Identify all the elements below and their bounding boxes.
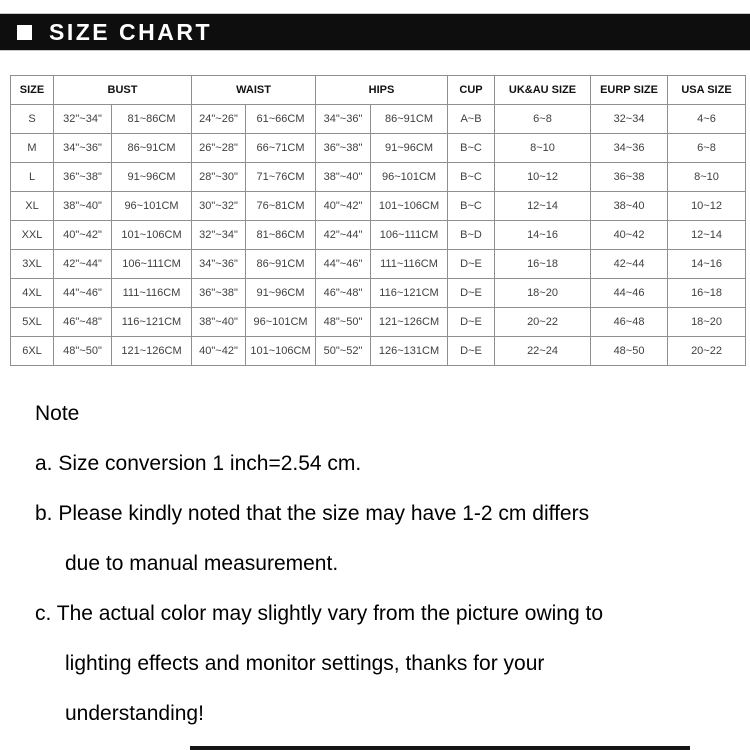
size-label-cell: XXL	[11, 221, 54, 250]
page-title: SIZE CHART	[49, 18, 212, 45]
table-cell: 81~86CM	[112, 105, 192, 134]
table-cell: 71~76CM	[246, 163, 316, 192]
size-label-cell: 3XL	[11, 250, 54, 279]
table-cell: 38"~40"	[54, 192, 112, 221]
table-cell: 24"~26"	[192, 105, 246, 134]
table-cell: 6~8	[495, 105, 591, 134]
table-cell: 12~14	[668, 221, 746, 250]
table-cell: 91~96CM	[371, 134, 448, 163]
table-cell: 38"~40"	[192, 308, 246, 337]
table-cell: B~C	[448, 192, 495, 221]
next-section-bar-partial	[190, 746, 690, 750]
table-row	[11, 134, 746, 163]
table-cell: D~E	[448, 279, 495, 308]
note-line: due to manual measurement.	[65, 552, 339, 575]
size-label-cell: L	[11, 163, 54, 192]
column-header: EURP SIZE	[591, 76, 668, 105]
table-cell: B~C	[448, 163, 495, 192]
table-body	[11, 105, 746, 366]
table-cell: 34"~36"	[316, 105, 371, 134]
note-line: c. The actual color may slightly vary from the picture owing to	[35, 602, 604, 625]
table-header-row	[11, 76, 746, 105]
table-cell: 42"~44"	[54, 250, 112, 279]
table-cell: 34~36	[591, 134, 668, 163]
table-cell: 86~91CM	[371, 105, 448, 134]
table-cell: 86~91CM	[246, 250, 316, 279]
table-cell: 16~18	[668, 279, 746, 308]
column-header: UK&AU SIZE	[495, 76, 591, 105]
table-cell: 32"~34"	[192, 221, 246, 250]
table-row	[11, 337, 746, 366]
table-cell: 10~12	[495, 163, 591, 192]
note-line: understanding!	[65, 702, 204, 725]
table-cell: 101~106CM	[112, 221, 192, 250]
table-cell: 38~40	[591, 192, 668, 221]
square-bullet-icon	[17, 25, 32, 40]
table-cell: 48"~50"	[316, 308, 371, 337]
table-cell: 91~96CM	[112, 163, 192, 192]
table-cell: 101~106CM	[371, 192, 448, 221]
table-cell: 44"~46"	[54, 279, 112, 308]
table-cell: 46"~48"	[54, 308, 112, 337]
column-header: WAIST	[192, 76, 316, 105]
table-cell: 101~106CM	[246, 337, 316, 366]
table-cell: 8~10	[495, 134, 591, 163]
size-chart-table	[10, 75, 746, 366]
note-line: b. Please kindly noted that the size may have 1-2 cm differs	[35, 502, 590, 525]
table-cell: 40~42	[591, 221, 668, 250]
table-cell: 42~44	[591, 250, 668, 279]
table-cell: 96~101CM	[246, 308, 316, 337]
table-cell: 36~38	[591, 163, 668, 192]
table-cell: 106~111CM	[112, 250, 192, 279]
table-cell: 61~66CM	[246, 105, 316, 134]
table-cell: 12~14	[495, 192, 591, 221]
table-cell: 121~126CM	[112, 337, 192, 366]
table-cell: 44~46	[591, 279, 668, 308]
table-cell: 111~116CM	[112, 279, 192, 308]
table-cell: 48"~50"	[54, 337, 112, 366]
table-cell: 86~91CM	[112, 134, 192, 163]
table-cell: 20~22	[495, 308, 591, 337]
column-header: HIPS	[316, 76, 448, 105]
table-cell: 32"~34"	[54, 105, 112, 134]
table-cell: 44"~46"	[316, 250, 371, 279]
table-cell: 26"~28"	[192, 134, 246, 163]
table-cell: 28"~30"	[192, 163, 246, 192]
table-cell: 50"~52"	[316, 337, 371, 366]
table-row	[11, 105, 746, 134]
table-cell: 76~81CM	[246, 192, 316, 221]
table-cell: B~C	[448, 134, 495, 163]
table-cell: D~E	[448, 337, 495, 366]
column-header: SIZE	[11, 76, 54, 105]
table-cell: 8~10	[668, 163, 746, 192]
note-line: a. Size conversion 1 inch=2.54 cm.	[35, 452, 362, 475]
table-cell: 16~18	[495, 250, 591, 279]
size-label-cell: 6XL	[11, 337, 54, 366]
table-cell: B~D	[448, 221, 495, 250]
table-cell: 42"~44"	[316, 221, 371, 250]
table-cell: 18~20	[495, 279, 591, 308]
table-cell: 14~16	[668, 250, 746, 279]
table-cell: D~E	[448, 308, 495, 337]
table-cell: 40"~42"	[316, 192, 371, 221]
table-row	[11, 163, 746, 192]
table-cell: 34"~36"	[192, 250, 246, 279]
size-label-cell: 4XL	[11, 279, 54, 308]
table-cell: 6~8	[668, 134, 746, 163]
table-cell: 46~48	[591, 308, 668, 337]
table-cell: 48~50	[591, 337, 668, 366]
table-cell: A~B	[448, 105, 495, 134]
notes-section	[35, 402, 735, 750]
table-cell: 32~34	[591, 105, 668, 134]
table-cell: 34"~36"	[54, 134, 112, 163]
table-cell: 126~131CM	[371, 337, 448, 366]
table-cell: 10~12	[668, 192, 746, 221]
table-cell: 106~111CM	[371, 221, 448, 250]
table-cell: 30"~32"	[192, 192, 246, 221]
table-cell: 116~121CM	[112, 308, 192, 337]
table-cell: 40"~42"	[192, 337, 246, 366]
table-cell: 20~22	[668, 337, 746, 366]
table-cell: 4~6	[668, 105, 746, 134]
table-row	[11, 308, 746, 337]
table-row	[11, 250, 746, 279]
section-header-bar	[0, 13, 750, 51]
size-label-cell: M	[11, 134, 54, 163]
table-cell: 96~101CM	[371, 163, 448, 192]
column-header: BUST	[54, 76, 192, 105]
column-header: CUP	[448, 76, 495, 105]
table-cell: 36"~38"	[192, 279, 246, 308]
table-cell: 36"~38"	[54, 163, 112, 192]
table-cell: 22~24	[495, 337, 591, 366]
size-label-cell: S	[11, 105, 54, 134]
table-cell: 14~16	[495, 221, 591, 250]
size-label-cell: 5XL	[11, 308, 54, 337]
table-cell: 40"~42"	[54, 221, 112, 250]
table-cell: 116~121CM	[371, 279, 448, 308]
size-label-cell: XL	[11, 192, 54, 221]
table-cell: 46"~48"	[316, 279, 371, 308]
table-cell: D~E	[448, 250, 495, 279]
table-cell: 66~71CM	[246, 134, 316, 163]
table-row	[11, 192, 746, 221]
table-cell: 121~126CM	[371, 308, 448, 337]
notes-title: Note	[35, 402, 80, 425]
table-cell: 111~116CM	[371, 250, 448, 279]
table-cell: 36"~38"	[316, 134, 371, 163]
table-row	[11, 221, 746, 250]
table-cell: 18~20	[668, 308, 746, 337]
table-cell: 81~86CM	[246, 221, 316, 250]
notes-list	[35, 452, 735, 726]
column-header: USA SIZE	[668, 76, 746, 105]
table-cell: 91~96CM	[246, 279, 316, 308]
table-row	[11, 279, 746, 308]
table-cell: 38"~40"	[316, 163, 371, 192]
table-cell: 96~101CM	[112, 192, 192, 221]
note-line: lighting effects and monitor settings, thanks for your	[65, 652, 545, 675]
